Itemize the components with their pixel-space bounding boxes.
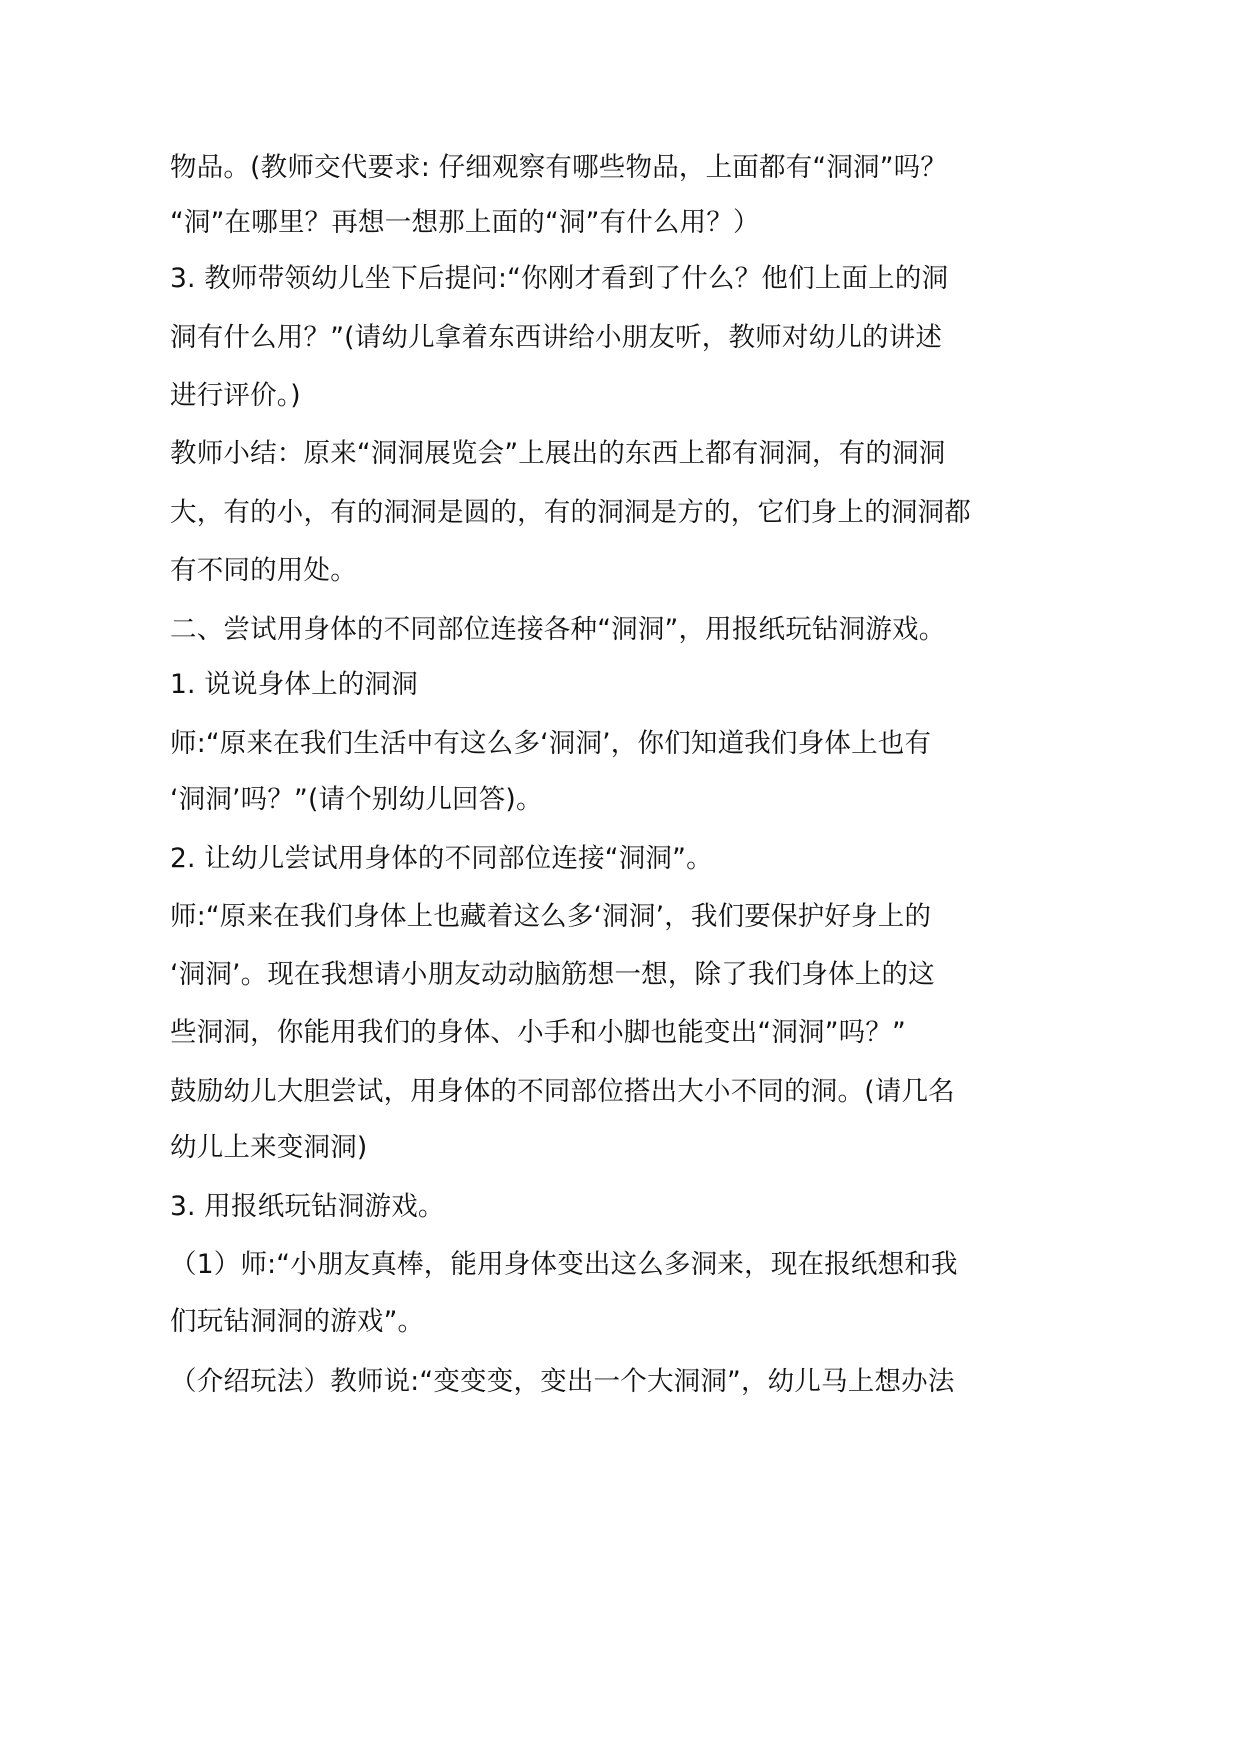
text-line-5: 进行评价。) bbox=[170, 380, 301, 411]
text-line-7: 大，有的小，有的洞洞是圆的，有的洞洞是方的，它们身上的洞洞都 bbox=[170, 497, 971, 528]
text-line-13: 2. 让幼儿尝试用身体的不同部位连接“洞洞”。 bbox=[170, 843, 713, 874]
text-line-19: 3. 用报纸玩钻洞游戏。 bbox=[170, 1191, 445, 1222]
text-line-2: “洞”在哪里？再想一想那上面的“洞”有什么用？） bbox=[170, 207, 760, 238]
text-line-17: 鼓励幼儿大胆尝试，用身体的不同部位搭出大小不同的洞。(请几名 bbox=[170, 1076, 955, 1107]
text-line-4: 洞有什么用？”(请幼儿拿着东西讲给小朋友听，教师对幼儿的讲述 bbox=[170, 322, 943, 353]
text-line-1: 物品。(教师交代要求: 仔细观察有哪些物品，上面都有“洞洞”吗？ bbox=[170, 152, 948, 183]
text-line-6: 教师小结：原来“洞洞展览会”上展出的东西上都有洞洞，有的洞洞 bbox=[170, 438, 946, 469]
text-line-11: 师:“原来在我们生活中有这么多‘洞洞’，你们知道我们身体上也有 bbox=[170, 728, 932, 759]
text-line-16: 些洞洞，你能用我们的身体、小手和小脚也能变出“洞洞”吗？” bbox=[170, 1017, 906, 1048]
text-line-20: （1）师:“小朋友真棒，能用身体变出这么多洞来，现在报纸想和我 bbox=[170, 1249, 958, 1280]
text-line-15: ‘洞洞’。现在我想请小朋友动动脑筋想一想，除了我们身体上的这 bbox=[170, 959, 935, 990]
text-line-3: 3. 教师带领幼儿坐下后提问:“你刚才看到了什么？他们上面上的洞 bbox=[170, 263, 949, 294]
section-heading: 二、尝试用身体的不同部位连接各种“洞洞”，用报纸玩钻洞游戏。 bbox=[170, 614, 946, 645]
text-line-8: 有不同的用处。 bbox=[170, 555, 357, 586]
text-line-21: 们玩钻洞洞的游戏”。 bbox=[170, 1306, 425, 1337]
text-line-22: （介绍玩法）教师说:“变变变，变出一个大洞洞”，幼儿马上想办法 bbox=[170, 1366, 955, 1397]
text-line-12: ‘洞洞’吗？”(请个别幼儿回答)。 bbox=[170, 784, 543, 815]
text-line-14: 师:“原来在我们身体上也藏着这么多‘洞洞’，我们要保护好身上的 bbox=[170, 901, 932, 932]
text-line-18: 幼儿上来变洞洞) bbox=[170, 1132, 368, 1163]
text-line-10: 1. 说说身体上的洞洞 bbox=[170, 669, 418, 700]
